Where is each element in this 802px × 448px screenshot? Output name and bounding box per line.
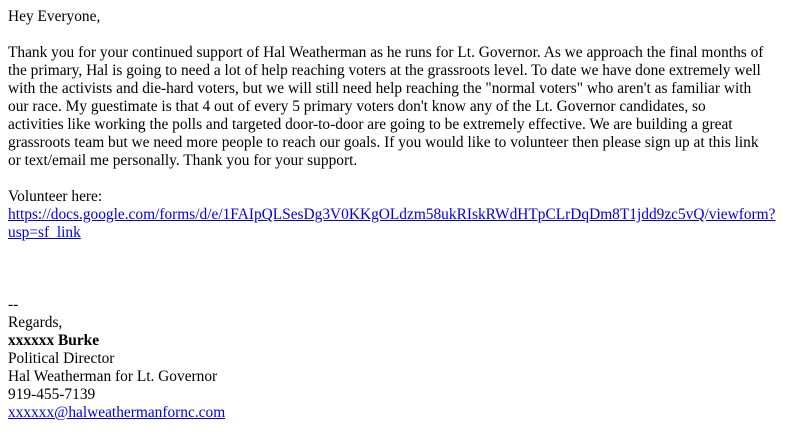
signature-email-link[interactable]: xxxxxx@halweathermanfornc.com <box>8 404 226 421</box>
email-signature <box>8 296 794 422</box>
volunteer-label: Volunteer here: <box>8 188 103 205</box>
signature-name: xxxxxx Burke <box>8 332 100 349</box>
signature-organization: Hal Weatherman for Lt. Governor <box>8 368 218 385</box>
message-line: Thank you for your continued support of Hal Weatherman as he runs for Lt. Governor. As we approach the final months of <box>8 44 764 61</box>
greeting <box>8 8 794 26</box>
volunteer-link-line1[interactable]: https://docs.google.com/forms/d/e/1FAIpQLSesDg3V0KKgOLdzm58ukRIskRWdHTpCLrDqDm8T1jdd9zc5vQ/viewform? <box>8 206 776 223</box>
message-line: with the activists and die-hard voters, but we will still need help reaching the "normal voters" who aren't as familiar with <box>8 80 752 97</box>
volunteer-form-link[interactable] <box>8 206 794 242</box>
volunteer-link-line2[interactable]: usp=sf_link <box>8 224 81 241</box>
signature-closing: Regards, <box>8 314 63 331</box>
message-line: or text/email me personally. Thank you for your support. <box>8 152 358 169</box>
signature-separator: -- <box>8 296 19 313</box>
signature-title: Political Director <box>8 350 115 367</box>
message-paragraph <box>8 44 794 170</box>
signature-phone: 919-455-7139 <box>8 386 96 403</box>
blank-space <box>8 242 794 296</box>
message-line: activities like working the polls and targeted door-to-door are going to be extremely effective. We are building a great <box>8 116 733 133</box>
volunteer-section <box>8 188 794 242</box>
message-line: the primary, Hal is going to need a lot of help reaching voters at the grassroots level. To date we have done extremely well <box>8 62 761 79</box>
greeting-text: Hey Everyone, <box>8 8 101 25</box>
message-line: grassroots team but we need more people to reach our goals. If you would like to volunteer then please sign up at this link <box>8 134 759 151</box>
message-line: our race. My guestimate is that 4 out of every 5 primary voters don't know any of the Lt. Governor candidates, so <box>8 98 706 115</box>
